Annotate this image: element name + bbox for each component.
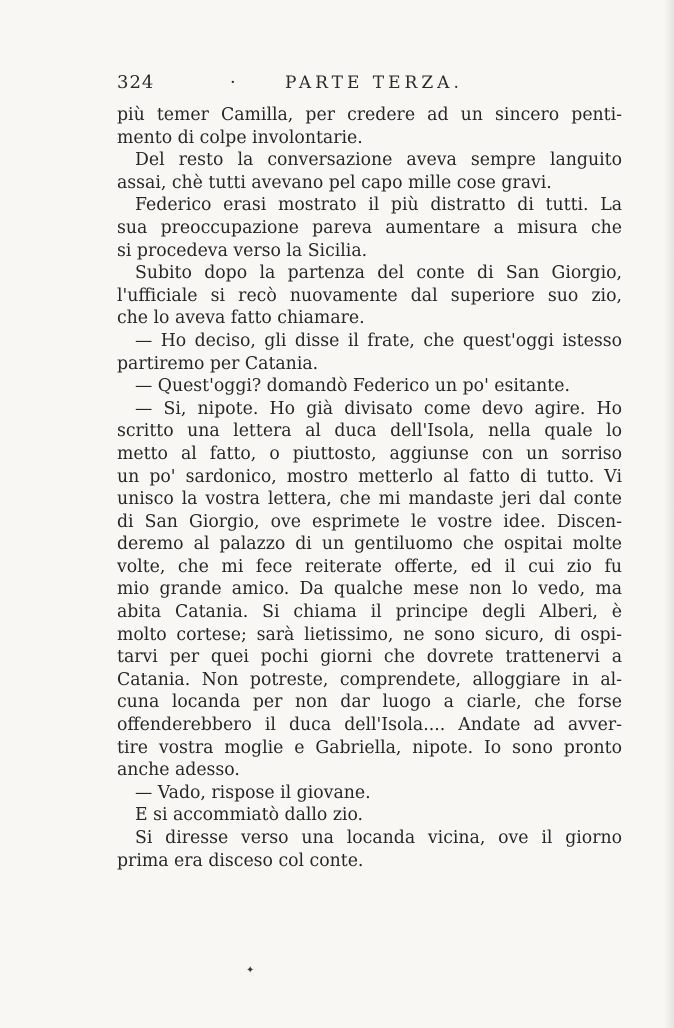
text-line: abita Catania. Si chiama il principe degli Alberi, è bbox=[117, 602, 622, 623]
text-line: — Quest'oggi? domandò Federico un po' esitante. bbox=[135, 376, 570, 397]
text-line: l'ufficiale si recò nuovamente dal superiore suo zio, bbox=[117, 285, 622, 306]
text-line: E si accommiatò dallo zio. bbox=[135, 805, 364, 826]
page-edge-shadow bbox=[664, 0, 674, 1028]
page-header bbox=[117, 72, 617, 98]
text-line: prima era disceso col conte. bbox=[117, 850, 364, 871]
text-line: — Ho deciso, gli disse il frate, che quest'oggi istesso bbox=[135, 330, 622, 351]
text-line: di San Giorgio, ove esprimete le vostre idee. Discen- bbox=[117, 511, 622, 532]
text-line: assai, chè tutti avevano pel capo mille cose gravi. bbox=[117, 172, 552, 193]
text-line: tire vostra moglie e Gabriella, nipote. Io sono pronto bbox=[117, 737, 622, 758]
text-line: Del resto la conversazione aveva sempre languito bbox=[135, 150, 622, 171]
text-line: scritto una lettera al duca dell'Isola, nella quale lo bbox=[117, 421, 622, 442]
text-line: — Vado, rispose il giovane. bbox=[135, 782, 371, 803]
text-line: Catania. Non potreste, comprendete, alloggiare in al- bbox=[117, 669, 622, 690]
text-line: più temer Camilla, per credere ad un sincero penti- bbox=[117, 105, 622, 125]
text-line: metto al fatto, o piuttosto, aggiunse con un sorriso bbox=[117, 443, 622, 464]
running-head: PARTE TERZA. bbox=[285, 73, 463, 93]
text-line: anche adesso. bbox=[117, 760, 240, 781]
text-line: che lo aveva fatto chiamare. bbox=[117, 308, 365, 329]
ornament-mark: ✦ bbox=[246, 965, 255, 976]
text-line: unisco la vostra lettera, che mi mandaste jeri dal conte bbox=[117, 489, 622, 510]
text-line: Si diresse verso una locanda vicina, ove il giorno bbox=[135, 828, 622, 848]
text-line: offenderebbero il duca dell'Isola.... Andate ad avver- bbox=[117, 715, 622, 736]
text-line: un po' sardonico, mostro metterlo al fatto di tutto. Vi bbox=[117, 466, 622, 487]
header-separator: · bbox=[230, 72, 236, 93]
text-line: Subito dopo la partenza del conte di San Giorgio, bbox=[135, 263, 622, 284]
page-number: 324 bbox=[117, 72, 155, 93]
text-line: mio grande amico. Da qualche mese non lo vedo, ma bbox=[117, 579, 622, 600]
text-line: tarvi per quei pochi giorni che dovrete trattenervi a bbox=[117, 647, 622, 668]
text-line: deremo al palazzo di un gentiluomo che ospitai molte bbox=[117, 534, 622, 555]
body-text bbox=[117, 104, 622, 872]
text-line: — Si, nipote. Ho già divisato come devo agire. Ho bbox=[135, 398, 622, 419]
text-line: sua preoccupazione pareva aumentare a misura che bbox=[117, 217, 622, 238]
text-line: molto cortese; sarà lietissimo, ne sono sicuro, di ospi- bbox=[117, 624, 622, 645]
text-line: si procedeva verso la Sicilia. bbox=[117, 240, 368, 261]
text-line: Federico erasi mostrato il più distratto di tutti. La bbox=[135, 195, 622, 216]
text-line: partiremo per Catania. bbox=[117, 353, 319, 374]
text-line: volte, che mi fece reiterate offerte, ed il cui zio fu bbox=[117, 556, 622, 577]
text-line: mento di colpe involontarie. bbox=[117, 127, 363, 148]
text-line: cuna locanda per non dar luogo a ciarle, che forse bbox=[117, 692, 622, 713]
